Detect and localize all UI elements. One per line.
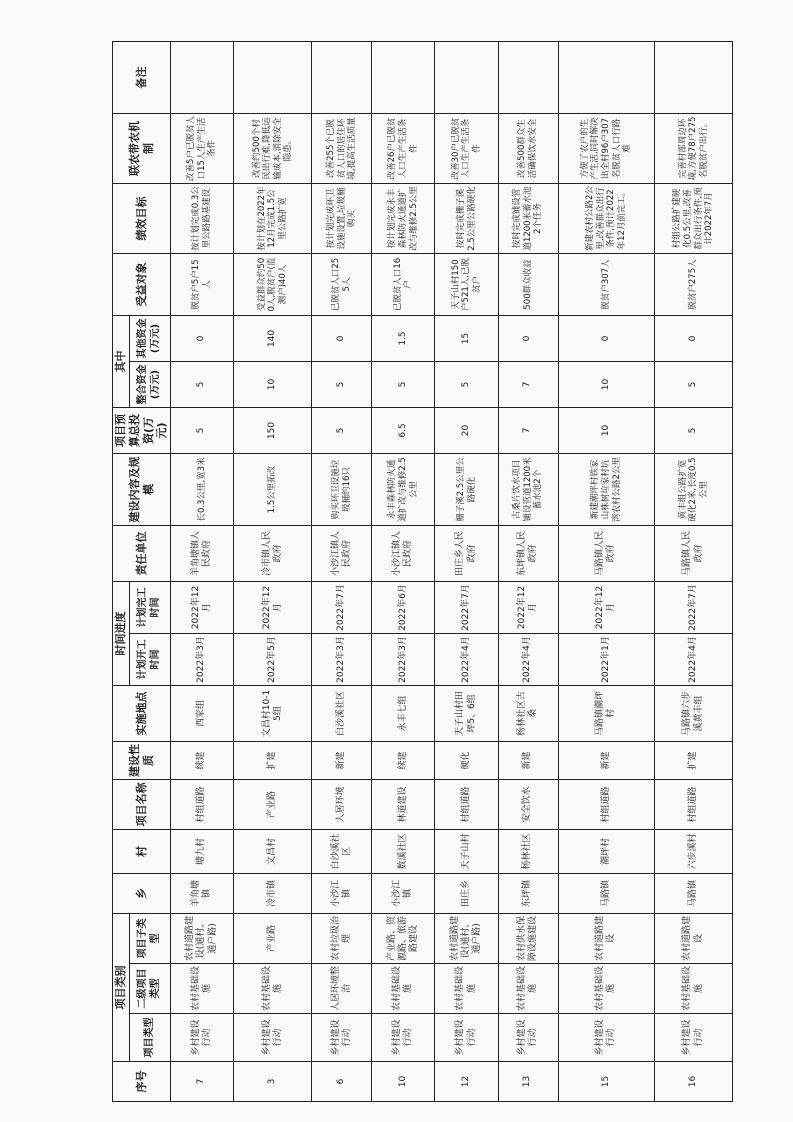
cell-mechanism: 完善村部周边环境,方便78户275名脱贫户出行。 <box>655 113 733 183</box>
cell-cat2: 农村基础设施 <box>234 964 312 1014</box>
cell-cat1: 乡村建设行动 <box>312 1014 372 1062</box>
cell-location: 永丰七组 <box>372 685 435 741</box>
rotated-table-wrapper <box>112 42 715 1102</box>
cell-end: 2022年6月 <box>372 581 435 633</box>
header-start: 计划开工时间 <box>129 633 170 685</box>
cell-village: 塘九村 <box>171 829 234 873</box>
cell-township: 小沙江镇 <box>372 873 435 913</box>
cell-cat2: 人居环境整治 <box>312 964 372 1014</box>
table-row <box>234 41 312 1101</box>
cell-start: 2022年4月 <box>435 633 498 685</box>
cell-responsible: 羊角塘镇人民政府 <box>171 525 234 581</box>
cell-responsible: 小沙江镇人民政府 <box>372 525 435 581</box>
cell-remark <box>372 41 435 113</box>
cell-village: 天子山村 <box>435 829 498 873</box>
cell-cat2: 农村基础设施 <box>171 964 234 1014</box>
cell-responsible: 冷市镇人民政府 <box>234 525 312 581</box>
cell-cat1: 乡村建设行动 <box>498 1014 558 1062</box>
cell-end: 2022年12月 <box>171 581 234 633</box>
header-category: 项目类别 <box>113 913 130 1061</box>
cell-goal: 按计划完成环卫设施设置,垃圾桶购买 <box>312 183 372 253</box>
header-responsible: 责任单位 <box>113 525 171 581</box>
cell-cat3: 农村垃圾治理 <box>312 913 372 963</box>
cell-location: 马路镇六步溪黄丰组 <box>655 685 733 741</box>
table-row <box>171 41 234 1101</box>
cell-location: 马路镇潮坪村 <box>558 685 654 741</box>
cell-project-name: 安全饮水 <box>498 779 558 829</box>
cell-project-name: 产业路 <box>234 779 312 829</box>
cell-beneficiary: 受益群众约500人,脱贫户(监测户)40人 <box>234 253 312 315</box>
cell-mechanism: 改善约500个村民出行难,降低运输成本,消除安全隐患。 <box>234 113 312 183</box>
cell-budget: 20 <box>435 407 498 453</box>
cell-responsible: 马路镇人民政府 <box>655 525 733 581</box>
cell-integrated: 10 <box>558 361 654 407</box>
table-row <box>558 41 654 1101</box>
cell-village: 杨林社区 <box>498 829 558 873</box>
cell-mechanism: 改善5户已脱贫人口15人生产生活条件 <box>171 113 234 183</box>
cell-location: 西家组 <box>171 685 234 741</box>
cell-start: 2022年3月 <box>312 633 372 685</box>
cell-goal: 按计划在2022年12月完成1.5公里公路扩宽 <box>234 183 312 253</box>
header-content: 建设内容及规模 <box>113 453 171 525</box>
cell-beneficiary: 已脱贫人口16户 <box>372 253 435 315</box>
cell-cat3: 产业路 <box>234 913 312 963</box>
header-township: 乡 <box>113 873 171 913</box>
cell-cat3: 产业路、资源路、旅游路建设 <box>372 913 435 963</box>
cell-seq: 12 <box>435 1062 498 1102</box>
cell-start: 2022年3月 <box>171 633 234 685</box>
cell-goal: 按时完成铺设管道1200米蓄水池2个任务 <box>498 183 558 253</box>
table-row <box>435 41 498 1101</box>
cell-integrated: 5 <box>171 361 234 407</box>
cell-nature: 新建 <box>312 741 372 779</box>
table-row <box>372 41 435 1101</box>
cell-other: 0 <box>655 315 733 361</box>
header-location: 实施地点 <box>113 685 171 741</box>
cell-other: 0 <box>498 315 558 361</box>
cell-cat3: 农村道路建设(通村、通户路) <box>171 913 234 963</box>
cell-village: 潮坪村 <box>558 829 654 873</box>
cell-cat1: 乡村建设行动 <box>234 1014 312 1062</box>
header-among: 其中 <box>113 315 130 407</box>
cell-integrated: 5 <box>372 361 435 407</box>
cell-mechanism: 方便了农户的生产生活,同时解决出全村96户307名脱贫人口行路难 <box>558 113 654 183</box>
cell-village: 六步溪村 <box>655 829 733 873</box>
cell-mechanism: 改善500群众生活确保饮水安全 <box>498 113 558 183</box>
cell-cat2: 农村基础设施 <box>372 964 435 1014</box>
header-other: 其他资金(万元) <box>129 315 170 361</box>
cell-remark <box>171 41 234 113</box>
cell-cat1: 乡村建设行动 <box>655 1014 733 1062</box>
cell-cat1: 乡村建设行动 <box>372 1014 435 1062</box>
cell-cat2: 农村基础设施 <box>435 964 498 1014</box>
cell-integrated: 5 <box>655 361 733 407</box>
cell-start: 2022年4月 <box>498 633 558 685</box>
cell-budget: 5 <box>655 407 733 453</box>
cell-integrated: 5 <box>435 361 498 407</box>
cell-goal: 新建农村公路2公里,改善群众出行条件,预计2022年12月前完工。 <box>558 183 654 253</box>
cell-remark <box>312 41 372 113</box>
cell-township: 马路镇 <box>558 873 654 913</box>
cell-goal: 村组公路扩建硬化0.5公里,改善群众出行条件,预计2022年7月 <box>655 183 733 253</box>
cell-beneficiary: 脱贫户275人 <box>655 253 733 315</box>
cell-budget: 6.5 <box>372 407 435 453</box>
cell-township: 田庄乡 <box>435 873 498 913</box>
cell-cat3: 农村道路建设 <box>558 913 654 963</box>
cell-project-name: 村组道路 <box>171 779 234 829</box>
cell-content: 购买环卫设施垃圾桶约16只 <box>312 453 372 525</box>
cell-township: 羊角塘镇 <box>171 873 234 913</box>
cell-beneficiary: 已脱贫人口255人 <box>312 253 372 315</box>
cell-integrated: 5 <box>312 361 372 407</box>
cell-cat1: 乡村建设行动 <box>435 1014 498 1062</box>
cell-location: 天子山村田坪5、6组 <box>435 685 498 741</box>
cell-project-name: 村组道路 <box>435 779 498 829</box>
cell-seq: 7 <box>171 1062 234 1102</box>
cell-township: 小沙江镇 <box>312 873 372 913</box>
cell-start: 2022年3月 <box>372 633 435 685</box>
cell-project-name: 村组道路 <box>558 779 654 829</box>
table-body <box>171 41 733 1101</box>
cell-cat3: 农村道路建设 <box>655 913 733 963</box>
cell-cat3: 农村供水保障设施建设 <box>498 913 558 963</box>
cell-integrated: 7 <box>498 361 558 407</box>
cell-seq: 10 <box>372 1062 435 1102</box>
header-remark: 备注 <box>113 41 171 113</box>
table-row <box>498 41 558 1101</box>
cell-content: 1.5公里拓改 <box>234 453 312 525</box>
cell-end: 2022年12月 <box>558 581 654 633</box>
cell-project-name: 人居环境 <box>312 779 372 829</box>
cell-location: 杨林社区古桑 <box>498 685 558 741</box>
cell-township: 冷市镇 <box>234 873 312 913</box>
cell-end: 2022年12月 <box>234 581 312 633</box>
cell-nature: 续建 <box>171 741 234 779</box>
header-goal: 绩效目标 <box>113 183 171 253</box>
cell-budget: 150 <box>234 407 312 453</box>
cell-village: 数溪社区 <box>372 829 435 873</box>
cell-location: 白沙溪社区 <box>312 685 372 741</box>
cell-goal: 按时完成栅子溪2.5公里公路硬化 <box>435 183 498 253</box>
cell-cat3: 农村道路建设(通村、通户路) <box>435 913 498 963</box>
cell-remark <box>655 41 733 113</box>
cell-content: 新建潮坪村铁家山株树垃家村坑湾农村公路2公里 <box>558 453 654 525</box>
cell-content: 长0.3公里,宽3米 <box>171 453 234 525</box>
cell-cat2: 农村基础设施 <box>558 964 654 1014</box>
cell-nature: 新建 <box>558 741 654 779</box>
cell-content: 黄丰组公路扩宽硬化2米,长度0.5公里 <box>655 453 733 525</box>
cell-start: 2022年4月 <box>655 633 733 685</box>
header-nature: 建设性质 <box>113 741 171 779</box>
cell-content: 古桑片饮水项目铺设管道1200米蓄水池2个 <box>498 453 558 525</box>
cell-location: 文昌村10-15组 <box>234 685 312 741</box>
header-mechanism: 联农带农机制 <box>113 113 171 183</box>
header-cat2: 二级项目类型 <box>129 964 170 1014</box>
cell-mechanism: 改善30户已脱贫人口生产生活条件 <box>435 113 498 183</box>
cell-content: 永丰森林防火通道扩改与维修2.5公里 <box>372 453 435 525</box>
cell-seq: 13 <box>498 1062 558 1102</box>
header-integrated: 整合资金(万元) <box>129 361 170 407</box>
project-table <box>112 41 733 1102</box>
cell-nature: 扩建 <box>655 741 733 779</box>
cell-other: 0 <box>558 315 654 361</box>
cell-other: 0 <box>171 315 234 361</box>
cell-cat1: 乡村建设行动 <box>558 1014 654 1062</box>
cell-other: 15 <box>435 315 498 361</box>
header-end: 计划完工时间 <box>129 581 170 633</box>
table-row <box>312 41 372 1101</box>
cell-beneficiary: 脱贫户5户15人 <box>171 253 234 315</box>
cell-budget: 5 <box>171 407 234 453</box>
cell-other: 0 <box>312 315 372 361</box>
cell-beneficiary: 500群众收益 <box>498 253 558 315</box>
cell-cat1: 乡村建设行动 <box>171 1014 234 1062</box>
header-cat1: 项目类型 <box>129 1014 170 1062</box>
cell-seq: 16 <box>655 1062 733 1102</box>
cell-project-name: 林道建设 <box>372 779 435 829</box>
cell-budget: 5 <box>312 407 372 453</box>
cell-remark <box>498 41 558 113</box>
cell-township: 东坪镇 <box>498 873 558 913</box>
cell-responsible: 马路镇人民政府 <box>558 525 654 581</box>
cell-end: 2022年7月 <box>435 581 498 633</box>
cell-cat2: 农村基础设施 <box>498 964 558 1014</box>
header-schedule: 时间进度 <box>113 581 130 685</box>
cell-end: 2022年7月 <box>655 581 733 633</box>
header-project-name: 项目名称 <box>113 779 171 829</box>
cell-mechanism: 改善26户已脱贫人口生产生活条件 <box>372 113 435 183</box>
header-budget: 项目预算总投资(万元) <box>113 407 171 453</box>
cell-nature: 硬化 <box>435 741 498 779</box>
cell-other: 1.5 <box>372 315 435 361</box>
cell-budget: 10 <box>558 407 654 453</box>
cell-project-name: 村组道路 <box>655 779 733 829</box>
cell-start: 2022年1月 <box>558 633 654 685</box>
cell-end: 2022年7月 <box>312 581 372 633</box>
cell-content: 栅子溪2.5公里公路硬化 <box>435 453 498 525</box>
header-beneficiary: 受益对象 <box>113 253 171 315</box>
cell-seq: 6 <box>312 1062 372 1102</box>
cell-remark <box>234 41 312 113</box>
cell-seq: 3 <box>234 1062 312 1102</box>
header-cat3: 项目子类型 <box>129 913 170 963</box>
cell-remark <box>435 41 498 113</box>
cell-other: 140 <box>234 315 312 361</box>
cell-seq: 15 <box>558 1062 654 1102</box>
cell-beneficiary: 天子山村150户521人,已脱贫户 <box>435 253 498 315</box>
cell-responsible: 东坪镇人民政府 <box>498 525 558 581</box>
cell-goal: 按计划完成永丰森林防火通道扩改与维修2.5公里 <box>372 183 435 253</box>
cell-start: 2022年5月 <box>234 633 312 685</box>
cell-remark <box>558 41 654 113</box>
cell-end: 2022年12月 <box>498 581 558 633</box>
header-row-1 <box>113 41 130 1101</box>
cell-mechanism: 改善255个已脱贫人口的居住环境,提高生活质量 <box>312 113 372 183</box>
cell-nature: 续建 <box>372 741 435 779</box>
header-village: 村 <box>113 829 171 873</box>
table-row <box>655 41 733 1101</box>
cell-integrated: 10 <box>234 361 312 407</box>
header-seq: 序号 <box>113 1062 171 1102</box>
cell-responsible: 田庄乡人民政府 <box>435 525 498 581</box>
cell-cat2: 农村基础设施 <box>655 964 733 1014</box>
cell-township: 马路镇 <box>655 873 733 913</box>
cell-nature: 扩建 <box>234 741 312 779</box>
cell-village: 文昌村 <box>234 829 312 873</box>
cell-nature: 新建 <box>498 741 558 779</box>
cell-village: 白沙溪社区 <box>312 829 372 873</box>
cell-budget: 7 <box>498 407 558 453</box>
cell-beneficiary: 脱贫户307人 <box>558 253 654 315</box>
cell-responsible: 小沙江镇人民政府 <box>312 525 372 581</box>
cell-goal: 按计划完成0.3公里公路路基建设 <box>171 183 234 253</box>
